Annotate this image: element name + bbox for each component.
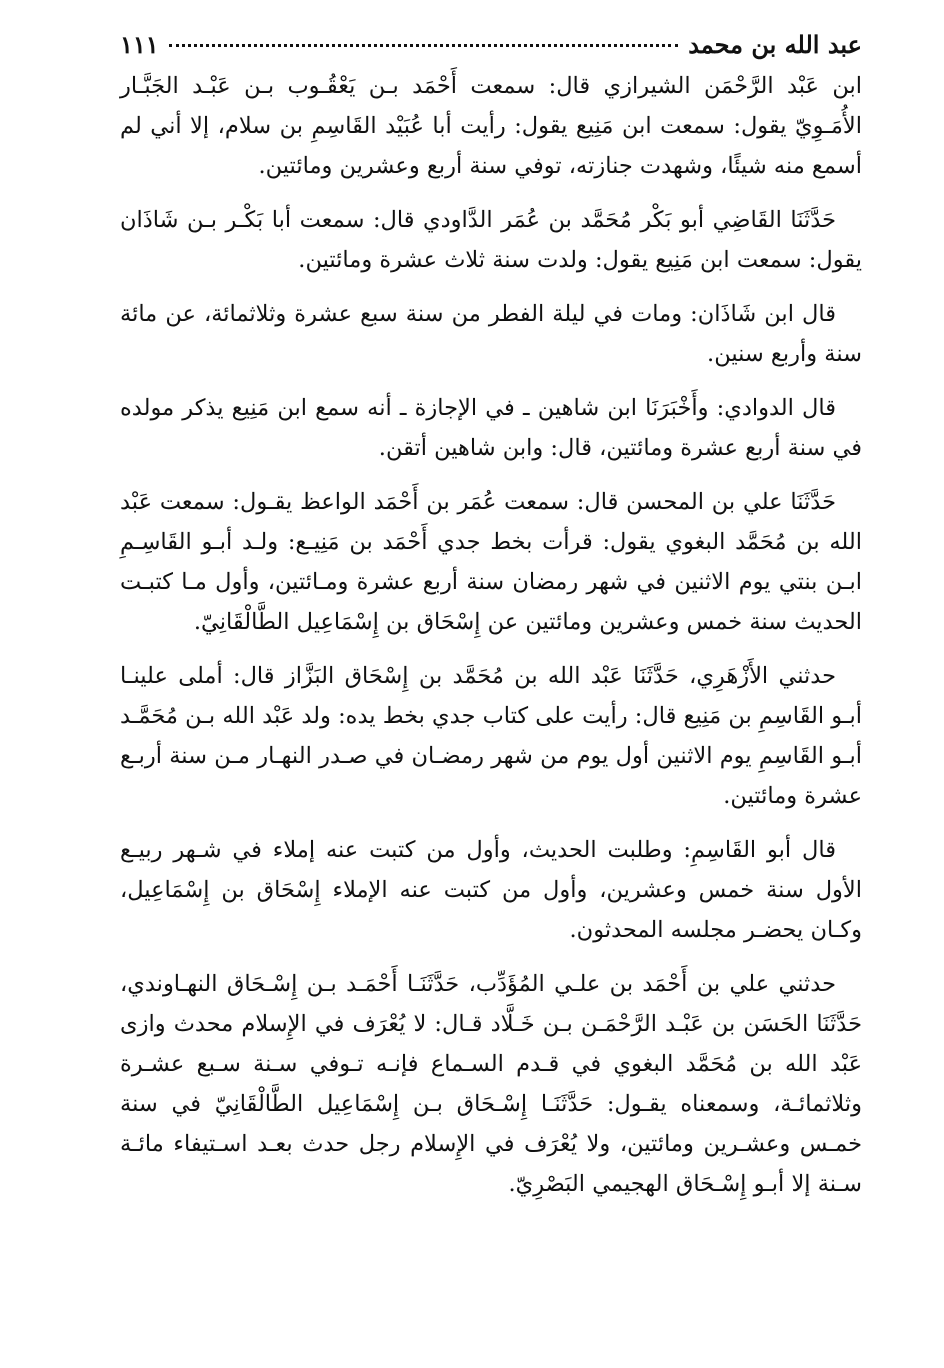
page-header <box>120 30 862 64</box>
paragraph-2: حَدَّثَنَا القَاضِي أبو بَكْر مُحَمَّد بن عُمَر الدَّاودي قال: سمعت أبا بَكْـر بـن شَاذَان يقول: سمعت ابن مَنِيع يقول: ولدت سنة ثلاث عشرة ومائتين. <box>120 207 862 273</box>
paragraph-5: حَدَّثَنَا علي بن المحسن قال: سمعت عُمَر بن أَحْمَد الواعظ يقـول: سمعت عَبْد الله بن مُحَمَّد البغوي يقول: قرأت بخط جدي أَحْمَد بن مَنِيـع: ولـد أبـو القَاسِـمِ ابـن بنتي يوم الاثنين في شهر رمضان سنة أربع عشرة ومـائتين، وأول مـا كتبـت الحديث سنة خمس وعشرين ومائتين عن إِسْحَاق بن إِسْمَاعِيل الطَّالْقَانِيّ. <box>120 489 862 635</box>
paragraph-6: حدثني الأَزْهَرِي، حَدَّثَنَا عَبْد الله بن مُحَمَّد بن إِسْحَاق البَزَّاز قال: أملى علينـا أبـو القَاسِمِ بن مَنِيع قال: رأيت على كتاب جدي بخط يده: ولد عَبْد الله بـن مُحَمَّـد أبـو القَاسِمِ يوم الاثنين أول يوم من شهر رمضـان في صـدر النهـار مـن سنة أربـع عشرة ومائتين. <box>120 663 862 809</box>
paragraph-3: قال ابن شَاذَان: ومات في ليلة الفطر من سنة سبع عشرة وثلاثمائة، عن مائة سنة وأربع سنين. <box>120 301 862 367</box>
running-title: عبد الله بن محمد <box>688 30 862 59</box>
paragraph-8: حدثني علي بن أَحْمَد بن علـي المُؤَدِّب، حَدَّثَنَـا أَحْمَـد بـن إِسْـحَاق النهـاوندي، حَدَّثَنَا الحَسَن بن عَبْـد الرَّحْمَـن بـن خَـلَّاد قـال: لا يُعْرَف في الإِسلام محدث وازى عَبْد الله بن مُحَمَّد البغوي في قـدم السـماع فإنـه تـوفي سـنة سـبع عشـرة وثلاثمائـة، وسمعناه يقـول: حَدَّثَنَـا إِسْـحَاق بـن إِسْمَاعِيل الطَّالْقَانِيّ في سنة خمـس وعشـرين ومائتين، ولا يُعْرَف في الإِسلام رجل حدث بعـد اسـتيفاء مائـة سـنة إلا أبـو إِسْـحَاق الهجيمي البَصْرِيّ. <box>120 971 862 1197</box>
page-number: ١١١ <box>120 30 159 59</box>
body-text <box>120 66 862 1204</box>
dotted-leader <box>169 44 679 47</box>
paragraph-4: قال الدوادي: وأَخْبَرَنَا ابن شاهين ـ في الإجازة ـ أنه سمع ابن مَنِيع يذكر مولده في سنة أربع عشرة ومائتين، قال: وابن شاهين أتقن. <box>120 395 862 461</box>
paragraph-1: ابن عَبْد الرَّحْمَن الشيرازي قال: سمعت أَحْمَد بـن يَعْقُـوب بـن عَبْـد الجَبَّـار الأُمَـوِيّ يقول: سمعت ابن مَنِيع يقول: رأيت أبا عُبَيْد القَاسِمِ بن سلام، إلا أني لم أسمع منه شيئًا، وشهدت جنازته، توفي سنة أربع وعشرين ومائتين. <box>120 73 862 179</box>
paragraph-7: قال أبو القَاسِمِ: وطلبت الحديث، وأول من كتبت عنه إملاء في شـهر ربيـع الأول سنة خمس وعشرين، وأول من كتبت عنه الإملاء إِسْحَاق بن إِسْمَاعِيل، وكـان يحضـر مجلسه المحدثون. <box>120 837 862 943</box>
